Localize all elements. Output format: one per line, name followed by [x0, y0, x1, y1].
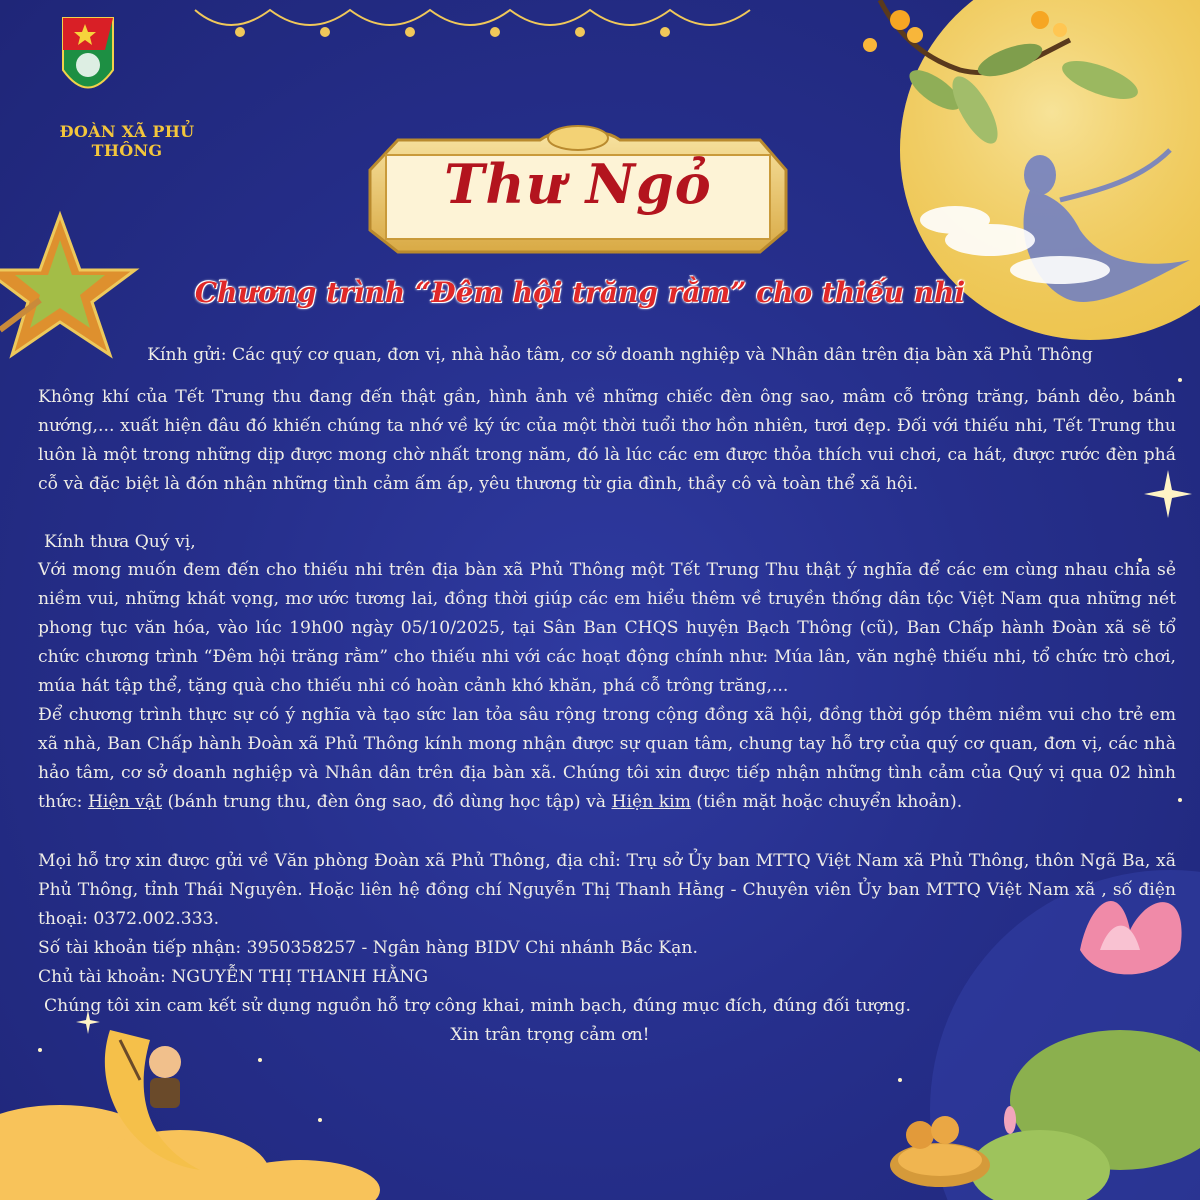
support-form-in-kind: Hiện vật: [87, 792, 162, 812]
paragraph-intro: Không khí của Tết Trung thu đang đến thật gần, hình ảnh về những chiếc đèn ông sao, mâm cỗ trông trăng, bánh dẻo, bánh nướng,... xuất hiện đâu đó khiến chúng ta nhớ về ký ức của một thời tuổi thơ hồn nhiên, tươi đẹp. Đối với thiếu nhi, Tết Trung thu luôn là một trong những dịp được mong chờ nhất trong năm, đó là lúc các em được thỏa thích vui chơi, ca hát, được rước đèn phá cỗ và đặc biệt là đón nhận những tình cảm ấm áp, yêu thương từ gia đình, thầy cô và toàn thể xã hội.: [38, 387, 1176, 494]
youth-union-logo: [55, 10, 120, 110]
letter-title: Thư Ngỏ: [444, 152, 712, 216]
salutation: Kính gửi: Các quý cơ quan, đơn vị, nhà hảo tâm, cơ sở doanh nghiệp và Nhân dân trên địa bàn xã Phủ Thông: [147, 345, 1093, 365]
commitment: Chúng tôi xin cam kết sử dụng nguồn hỗ trợ công khai, minh bạch, đúng mục đích, đúng đối tượng.: [44, 996, 911, 1016]
closing-thanks: Xin trân trọng cảm ơn!: [450, 1025, 650, 1045]
bank-account: Số tài khoản tiếp nhận: 3950358257 - Ngân hàng BIDV Chi nhánh Bắc Kạn.: [38, 938, 698, 958]
hanging-ornaments-icon: [195, 10, 750, 36]
paragraph-support-request: [38, 701, 1176, 817]
support-form-cash-detail: (tiền mặt hoặc chuyển khoản).: [690, 792, 963, 812]
account-owner: Chủ tài khoản: NGUYỄN THỊ THANH HẰNG: [38, 967, 429, 987]
paragraph-program: Với mong muốn đem đến cho thiếu nhi trên địa bàn xã Phủ Thông một Tết Trung Thu thật ý nghĩa để các em cùng nhau chia sẻ niềm vui, những khát vọng, mơ ước tương lai, đồng thời giúp các em hiểu thêm về truyền thống dân tộc Việt Nam qua những nét phong tục văn hóa, vào lúc 19h00 ngày 05/10/2025, tại Sân Ban CHQS huyện Bạch Thông (cũ), Ban Chấp hành Đoàn xã sẽ tổ chức chương trình “Đêm hội trăng rằm” cho thiếu nhi với các hoạt động chính như: Múa lân, văn nghệ thiếu nhi, tổ chức trò chơi, múa hát tập thể, tặng quà cho thiếu nhi có hoàn cảnh khó khăn, phá cỗ trông trăng,...: [38, 560, 1176, 696]
support-request-lead: Để chương trình thực sự có ý nghĩa và tạo sức lan tỏa sâu rộng trong cộng đồng xã hội, đồng thời góp thêm niềm vui cho trẻ em xã nhà, Ban Chấp hành Đoàn xã Phủ Thông kính mong nhận được sự quan tâm, chung tay hỗ trợ của quý cơ quan, đơn vị, các nhà hảo tâm, cơ sở doanh nghiệp và Nhân dân trên địa bàn xã. Chúng tôi xin được tiếp nhận những tình cảm của Quý vị qua 02 hình thức:: [38, 705, 1176, 812]
star-lantern-icon: [0, 215, 135, 355]
support-form-in-kind-detail: (bánh trung thu, đèn ông sao, đồ dùng học tập) và: [162, 792, 612, 812]
program-subtitle: Chương trình “Đêm hội trăng rằm” cho thiếu nhi: [194, 276, 966, 309]
paragraph-contact: Mọi hỗ trợ xin được gửi về Văn phòng Đoàn xã Phủ Thông, địa chỉ: Trụ sở Ủy ban MTTQ Việt Nam xã Phủ Thông, thôn Ngã Ba, xã Phủ Thông, tỉnh Thái Nguyên. Hoặc liên hệ đồng chí Nguyễn Thị Thanh Hằng - Chuyên viên Ủy ban MTTQ Việt Nam xã , số điện thoại: 0372.002.333.: [38, 851, 1176, 929]
bottom-cloud-icon: [0, 1105, 380, 1200]
support-form-cash: Hiện kim: [611, 792, 691, 812]
organization-name: ĐOÀN XÃ PHỦ THÔNG: [59, 122, 195, 160]
greeting: Kính thưa Quý vị,: [44, 532, 196, 552]
